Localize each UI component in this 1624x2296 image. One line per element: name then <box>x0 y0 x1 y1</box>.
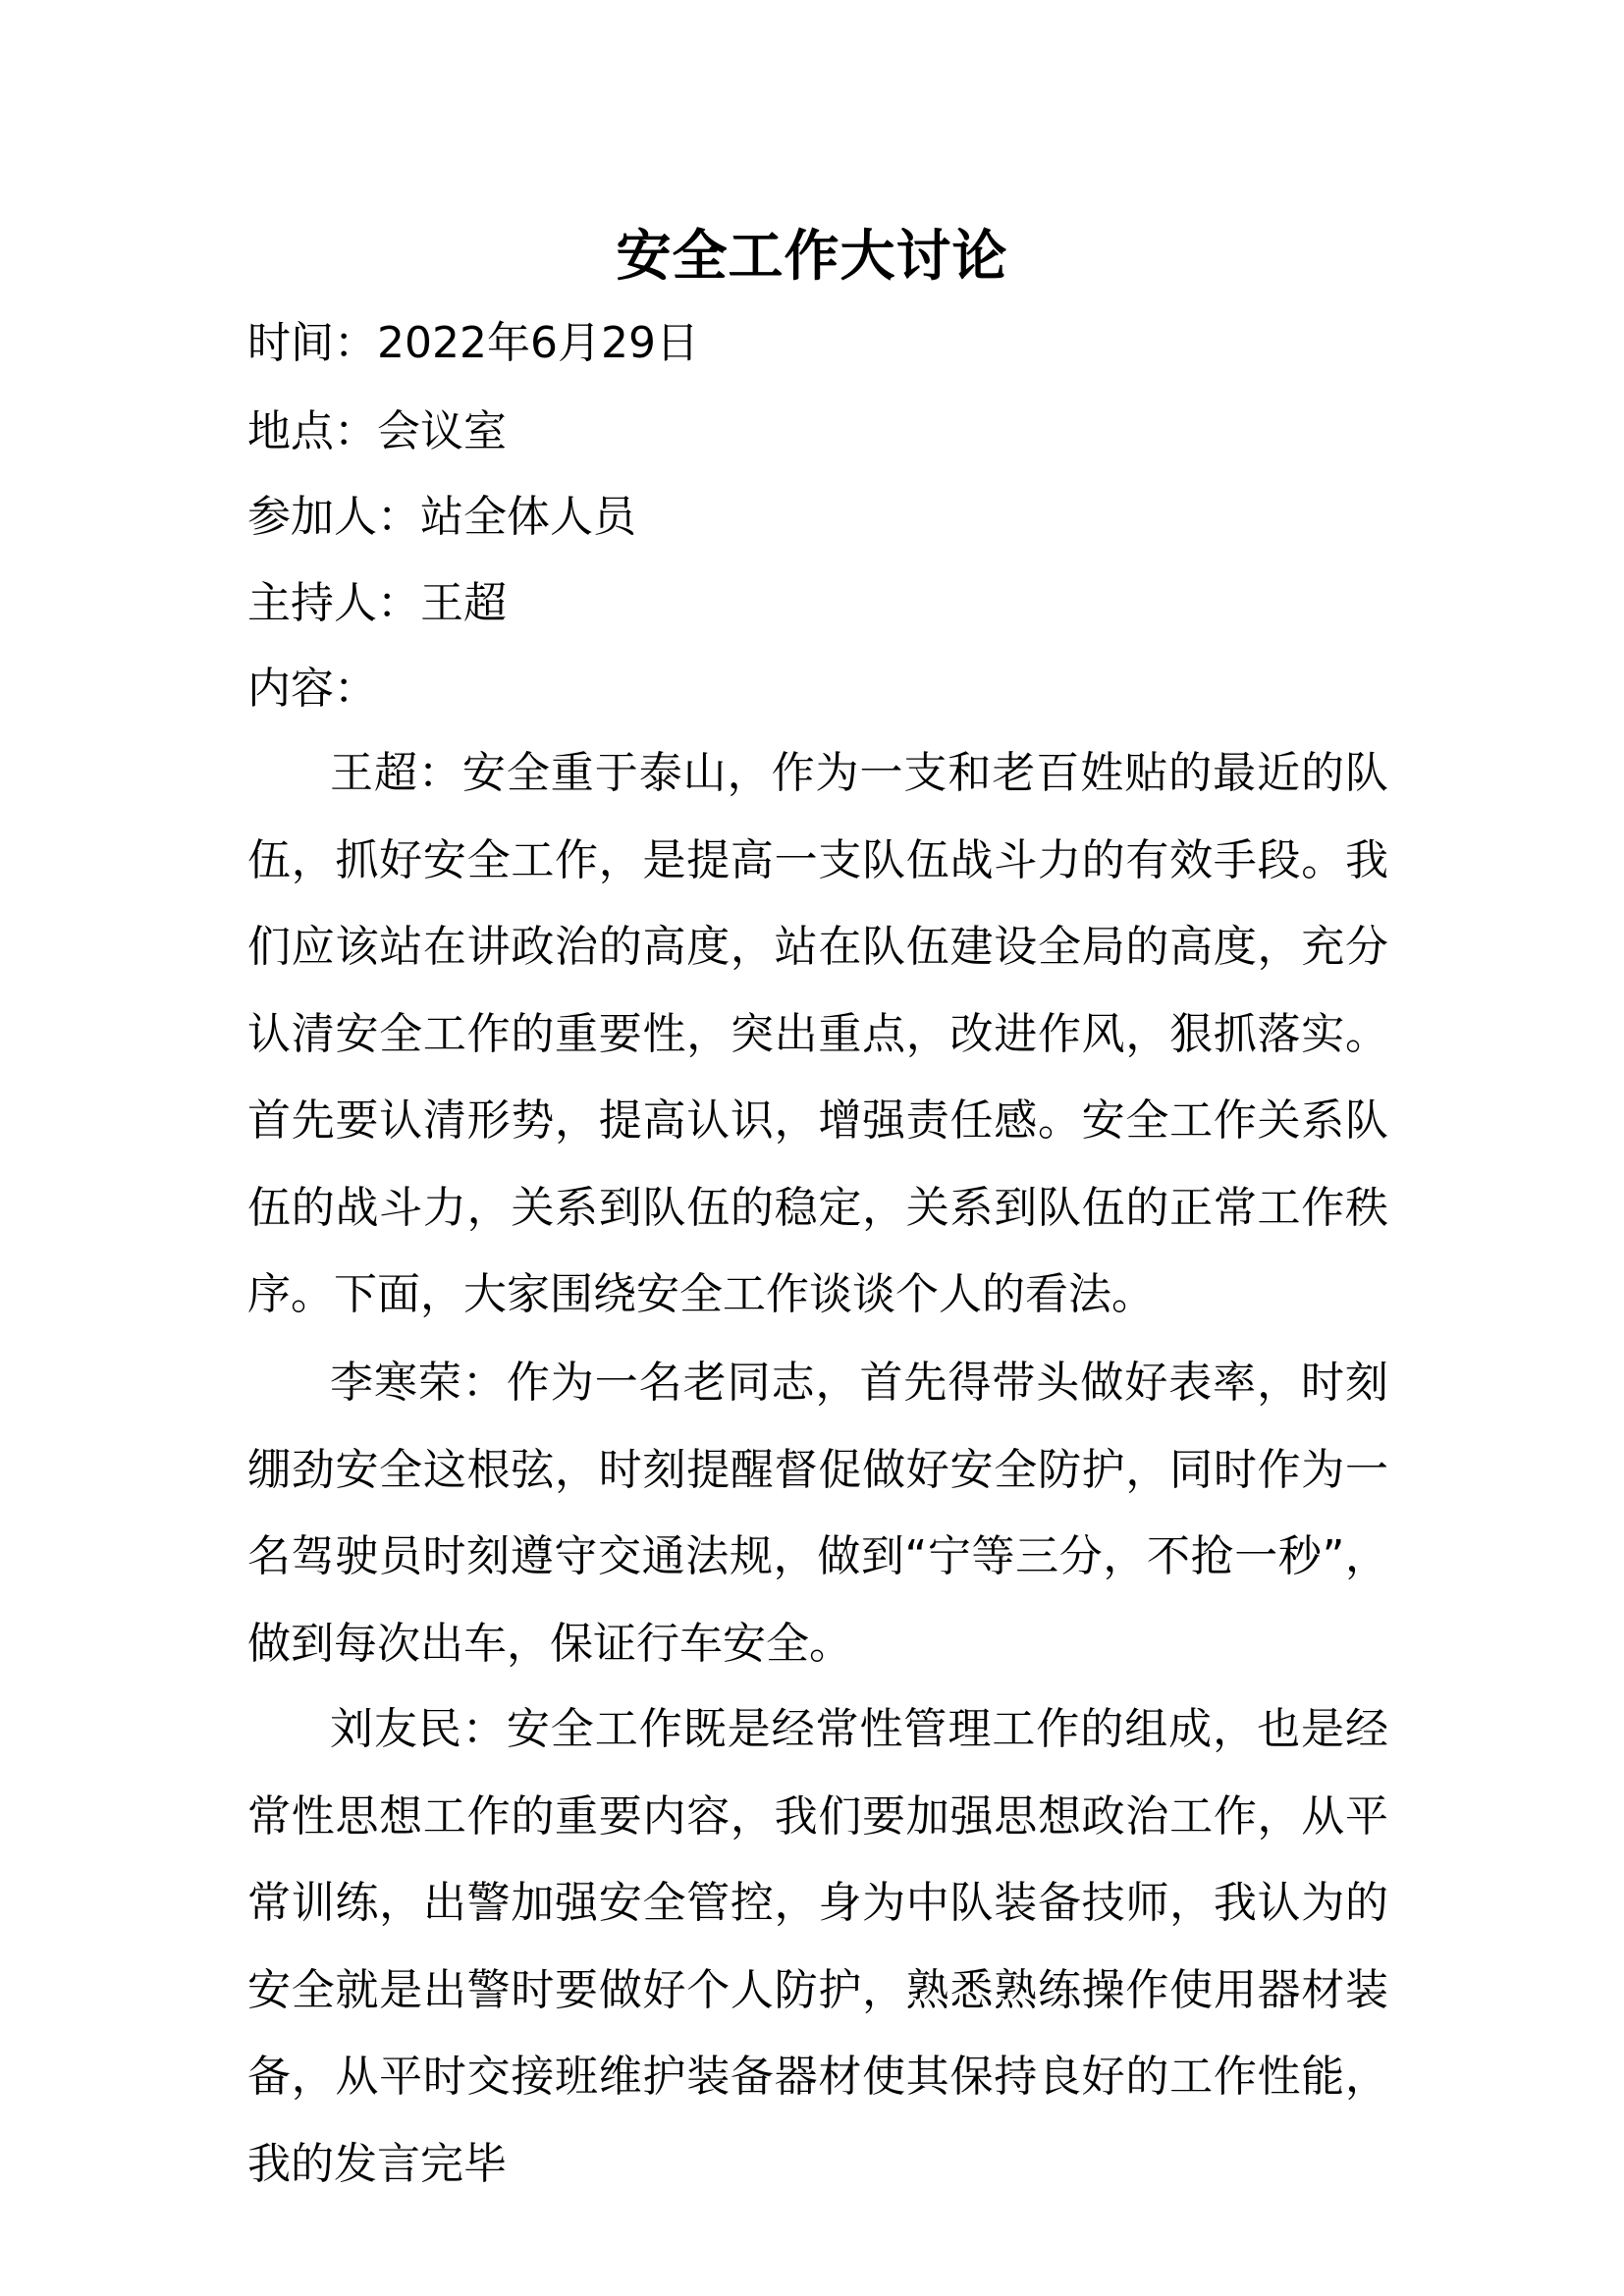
paragraph-wang-chao: 王超：安全重于泰山，作为一支和老百姓贴的最近的队伍，抓好安全工作，是提高一支队伍战斗力的有效手段。我们应该站在讲政治的高度，站在队伍建设全局的高度，充分认清安全工作的重要性，突出重点，改进作风，狠抓落实。首先要认清形势，提高认识，增强责任感。安全工作关系队伍的战斗力，关系到队伍的稳定，关系到队伍的正常工作秩序。下面，大家围绕安全工作谈谈个人的看法。 <box>247 748 1388 1319</box>
paragraph-liu-youmin: 刘友民：安全工作既是经常性管理工作的组成，也是经常性思想工作的重要内容，我们要加强思想政治工作，从平常训练，出警加强安全管控，身为中队装备技师，我认为的安全就是出警时要做好个人防护，熟悉熟练操作使用器材装备，从平时交接班维护装备器材使其保持良好的工作性能，我的发言完毕 <box>247 1704 1388 2189</box>
content-label: 内容： <box>247 664 377 714</box>
document-title: 安全工作大讨论 <box>616 225 1008 289</box>
meeting-participants: 参加人：站全体人员 <box>247 492 636 542</box>
meeting-time: 时间：2022年6月29日 <box>247 318 699 368</box>
meeting-host: 主持人：王超 <box>247 578 507 628</box>
meeting-place: 地点：会议室 <box>247 406 507 456</box>
paragraph-li-hanrong: 李寒荣：作为一名老同志，首先得带头做好表率，时刻绷劲安全这根弦，时刻提醒督促做好安全防护，同时作为一名驾驶员时刻遵守交通法规，做到“宁等三分，不抢一秒”，做到每次出车，保证行车安全。 <box>247 1358 1388 1669</box>
